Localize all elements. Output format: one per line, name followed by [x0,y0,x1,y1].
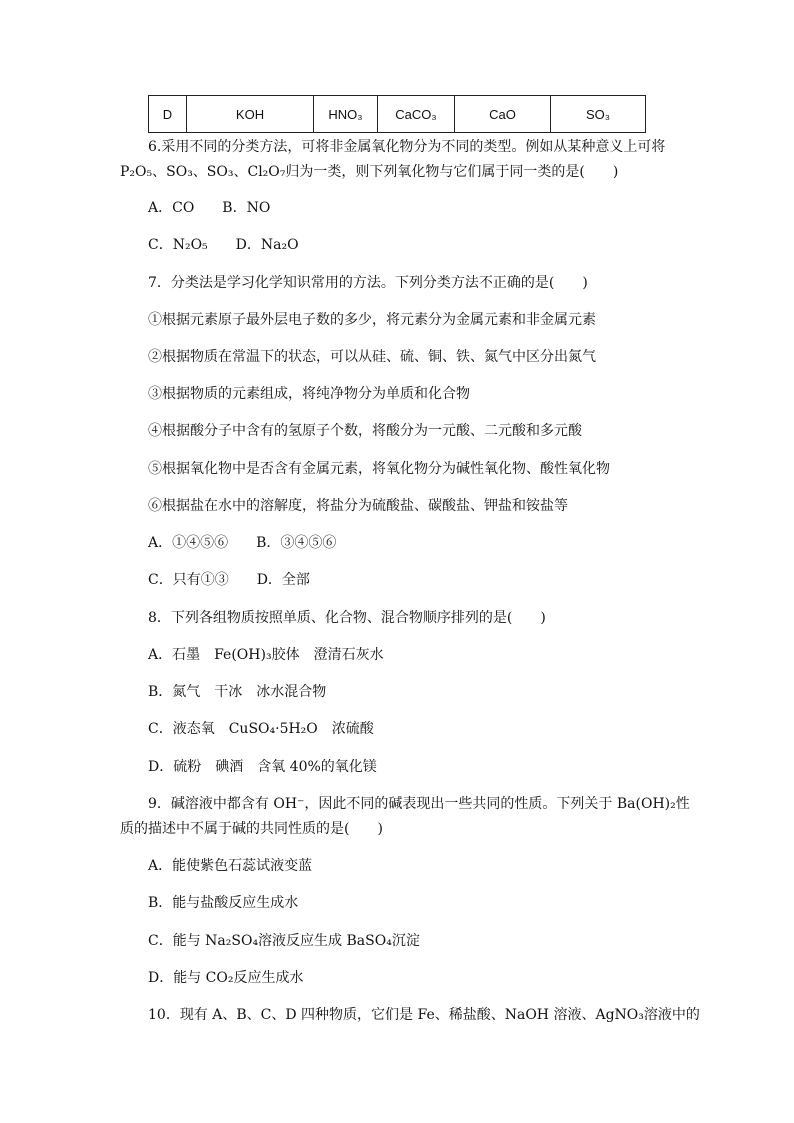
q8-option-b: B．氮气 干冰 冰水混合物 [148,684,327,700]
table-cell-basic-oxide: CaO [455,96,551,133]
q9-option-d: D．能与 CO₂反应生成水 [148,970,304,986]
q8-option-c: C．液态氧 CuSO₄·5H₂O 浓硫酸 [148,721,374,737]
q7-options-ab: A．①④⑤⑥ B．③④⑤⑥ [148,535,337,551]
q8-stem: 8．下列各组物质按照单质、化合物、混合物顺序排列的是( ) [148,610,546,626]
q7-item-4: ④根据酸分子中含有的氢原子个数，将酸分为一元酸、二元酸和多元酸 [148,423,582,439]
q6-stem-line2: P₂O₅、SO₃、SO₃、Cl₂O₇归为一类，则下列氧化物与它们属于同一类的是( ) [120,164,619,180]
table-cell-label: D [149,96,187,133]
q7-item-2: ②根据物质在常温下的状态，可以从硅、硫、铜、铁、氮气中区分出氮气 [148,349,596,365]
q9-stem-line2: 质的描述中不属于碱的共同性质的是( ) [120,821,383,837]
q7-item-3: ③根据物质的元素组成，将纯净物分为单质和化合物 [148,386,470,402]
q6-options-cd: C．N₂O₅ D．Na₂O [148,237,299,253]
table-cell-salt: CaCO₃ [378,96,455,133]
q7-stem: 7．分类法是学习化学知识常用的方法。下列分类方法不正确的是( ) [148,275,588,291]
q7-item-1: ①根据元素原子最外层电子数的多少，将元素分为金属元素和非金属元素 [148,312,596,328]
q9-option-b: B．能与盐酸反应生成水 [148,895,299,911]
q9-option-a: A．能使紫色石蕊试液变蓝 [148,858,313,874]
q8-option-d: D．硫粉 碘酒 含氧 40%的氧化镁 [148,759,377,775]
table-cell-acid: HNO₃ [314,96,378,133]
q6-stem-line1: 6.采用不同的分类方法，可将非金属氧化物分为不同的类型。例如从某种意义上可将 [148,139,666,155]
q7-item-5: ⑤根据氧化物中是否含有金属元素，将氧化物分为碱性氧化物、酸性氧化物 [148,461,610,477]
table-row [149,96,646,133]
table-cell-acidic-oxide: SO₃ [551,96,646,133]
table-cell-base: KOH [187,96,314,133]
q9-option-c: C．能与 Na₂SO₄溶液反应生成 BaSO₄沉淀 [148,933,420,949]
q9-stem-line1: 9．碱溶液中都含有 OH⁻，因此不同的碱表现出一些共同的性质。下列关于 Ba(OH)₂性 [148,796,690,812]
q10-stem: 10．现有 A、B、C、D 四种物质，它们是 Fe、稀盐酸、NaOH 溶液、AgNO₃溶液中的 [148,1007,700,1023]
classification-table [148,95,646,133]
q7-options-cd: C．只有①③ D．全部 [148,572,310,588]
q8-option-a: A．石墨 Fe(OH)₃胶体 澄清石灰水 [148,647,384,663]
q6-options-ab: A．CO B．NO [148,200,271,216]
q7-item-6: ⑥根据盐在水中的溶解度，将盐分为硫酸盐、碳酸盐、钾盐和铵盐等 [148,498,568,514]
